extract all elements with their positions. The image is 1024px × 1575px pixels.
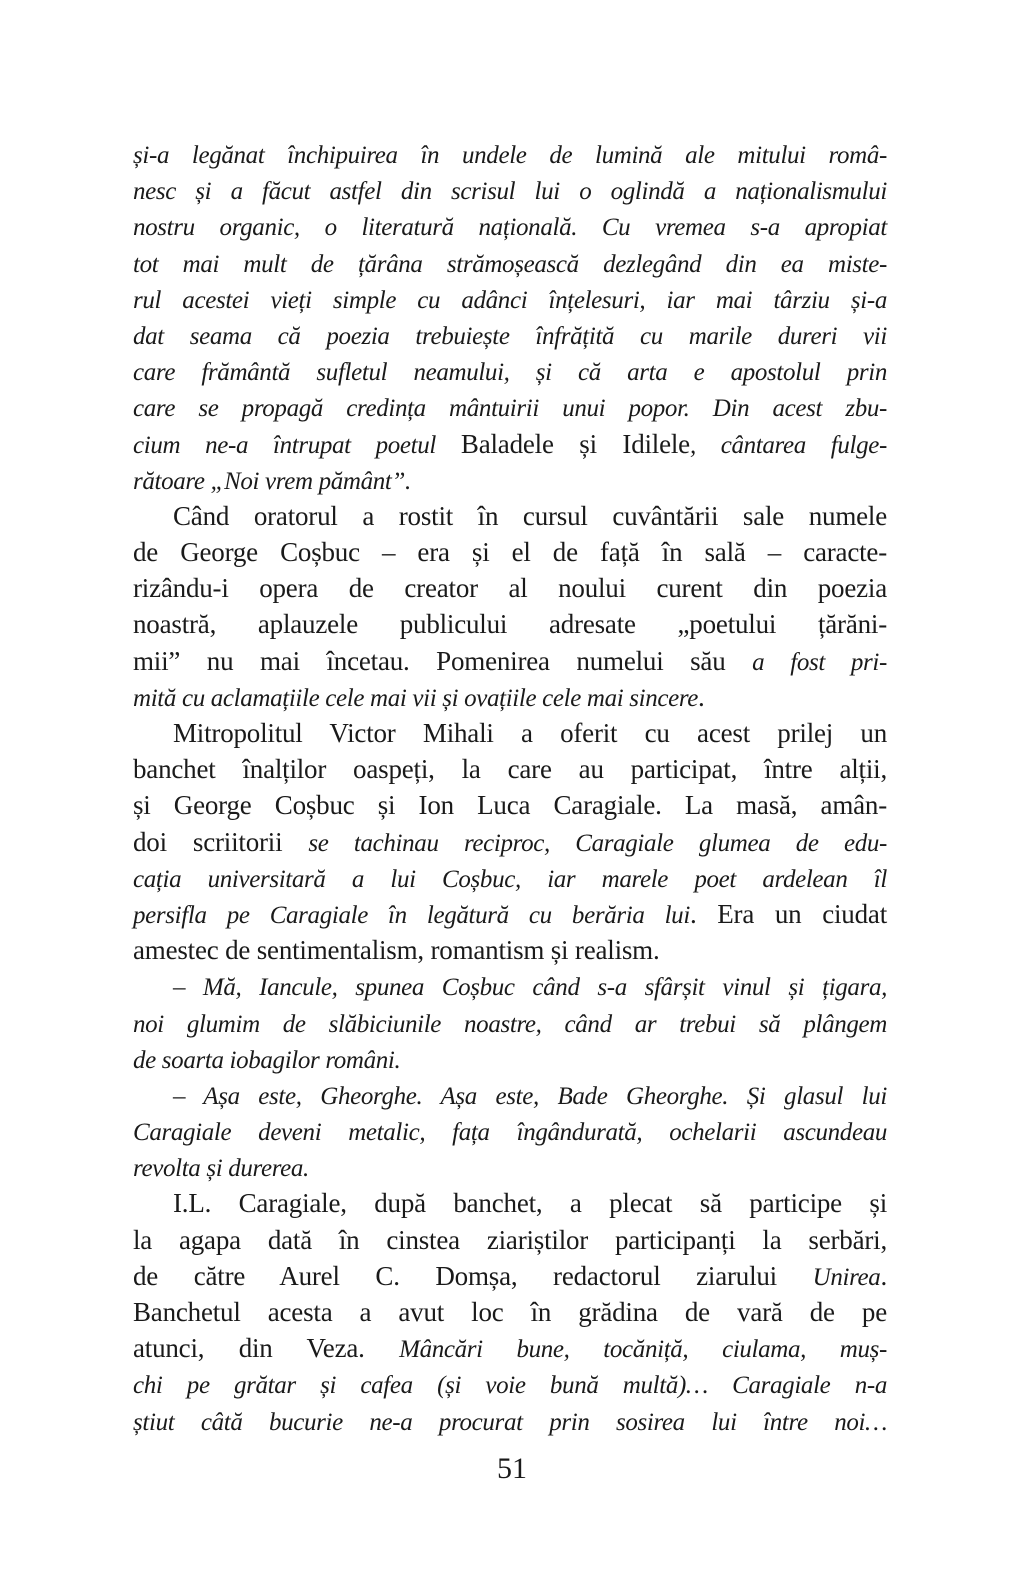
italic-text: persifla pe Caragiale în legătură cu berăria lui [133,901,690,929]
italic-text: rul acestei vieți simple cu adânci înțelesuri, iar mai târziu și-a [133,286,887,314]
text-line [133,245,887,281]
roman-text: amestec de sentimentalism, romantism și realism. [133,935,660,966]
italic-text: mită cu aclamațiile cele mai vii și ovațiile cele mai sincere [133,684,699,712]
roman-text: . Era un ciudat [689,898,887,929]
roman-text: Mitropolitul Victor Mihali a oferit cu acest prilej un [173,718,887,748]
text-line [133,426,887,462]
text-line [133,462,887,498]
text-line [133,751,887,787]
text-line [133,1258,887,1294]
roman-text: I.L. Caragiale, după banchet, a plecat să participe și [173,1188,887,1219]
text-line [133,208,887,244]
text-line [133,1330,887,1366]
italic-text: se tachinau reciproc, Caragiale glumea de edu- [308,829,888,857]
text-line [133,715,887,751]
italic-text: chi pe grătar și cafea (și voie bună multă)… Caragiale n-a [133,1372,887,1400]
roman-text: Când oratorul a rostit în cursul cuvântării sale numele [173,500,887,531]
italic-text: cația universitară a lui Coșbuc, iar marele poet ardelean îl [133,865,887,893]
italic-text: de soarta iobagilor români. [133,1046,401,1074]
roman-text: noastră, aplauzele publicului adresate „poetului țărăni- [133,609,887,640]
italic-text: care frământă sufletul neamului, și că arta e apostolul prin [133,359,887,387]
page-body-text [133,136,887,1439]
page-number: 51 [497,1452,527,1485]
italic-text: tot mai mult de țărâna strămoșească dezlegând din ea miste- [133,250,887,278]
text-line [133,932,887,968]
text-line [133,1005,887,1041]
italic-text: știut câtă bucurie ne-a procurat prin sosirea lui între noi… [133,1408,887,1436]
text-line [133,136,887,172]
text-line [133,824,887,860]
text-line [133,860,887,896]
italic-text: – Așa este, Gheorghe. Așa este, Bade Gheorghe. Și glasul lui [173,1082,887,1110]
roman-text: de George Coșbuc – era și el de față în sală – caracte- [133,537,887,568]
roman-text: banchet înalților oaspeți, la care au participat, între alții, [133,754,887,785]
italic-text: nesc și a făcut astfel din scrisul lui o oglindă a naționalismului [133,178,887,206]
roman-text: și George Coșbuc și Ion Luca Caragiale. La masă, amân- [133,790,887,821]
text-line [133,1294,887,1330]
italic-text: cium ne-a întrupat poetul [133,431,461,459]
roman-text: la agapa dată în cinstea ziariștilor participanți la serbări, [133,1224,887,1255]
text-line [133,317,887,353]
italic-text: Unirea [812,1263,881,1291]
text-line [133,1041,887,1077]
italic-text: rătoare „Noi vrem pământ”. [133,467,411,495]
roman-text: doi scriitorii [133,826,309,857]
text-line [133,1077,887,1113]
roman-text: Baladele și Idilele [460,428,690,459]
text-line [133,679,887,715]
text-line [133,172,887,208]
italic-text: Mâncări bune, tocăniță, ciulama, muș- [399,1336,888,1364]
text-line [133,281,887,317]
text-line [133,1185,887,1221]
roman-text: . [880,1260,887,1291]
italic-text: noi glumim de slăbiciunile noastre, când ar trebui să plângem [133,1010,887,1038]
italic-text: revolta și durerea. [133,1155,309,1183]
italic-text: – Mă, Iancule, spunea Coșbuc când s-a sfârșit vinul și țigara, [173,974,887,1002]
text-line [133,1113,887,1149]
text-line [133,606,887,642]
italic-text: Caragiale deveni metalic, fața îngândurată, ochelarii ascundeau [133,1119,887,1147]
text-line [133,1149,887,1185]
text-line [133,534,887,570]
italic-text: dat seama că poezia trebuiește înfrățită cu marile dureri vii [133,322,887,350]
roman-text: atunci, din Veza. [133,1333,400,1364]
text-line [133,1222,887,1258]
text-line [133,1403,887,1439]
italic-text: nostru organic, o literatură națională. Cu vremea s-a apropiat [133,214,887,242]
italic-text: și-a legănat închipuirea în undele de lumină ale mitului româ- [133,142,887,169]
roman-text: rizându-i opera de creator al noului curent din poezia [133,573,887,604]
text-line [133,498,887,534]
text-line [133,353,887,389]
italic-text: a fost pri- [752,648,887,676]
roman-text: mii” nu mai încetau. Pomenirea numelui său [133,645,753,676]
text-line [133,1366,887,1402]
text-line [133,968,887,1004]
text-line [133,896,887,932]
text-line [133,389,887,425]
text-line [133,643,887,679]
roman-text: . [698,681,705,712]
roman-text: Banchetul acesta a avut loc în grădina de vară de pe [133,1297,887,1327]
italic-text: care se propagă credința mântuirii unui popor. Din acest zbu- [133,395,887,423]
text-line [133,570,887,606]
roman-text: de către Aurel C. Domșa, redactorul ziarului [133,1260,813,1291]
italic-text: , cântarea fulge- [689,431,887,459]
text-line [133,787,887,823]
